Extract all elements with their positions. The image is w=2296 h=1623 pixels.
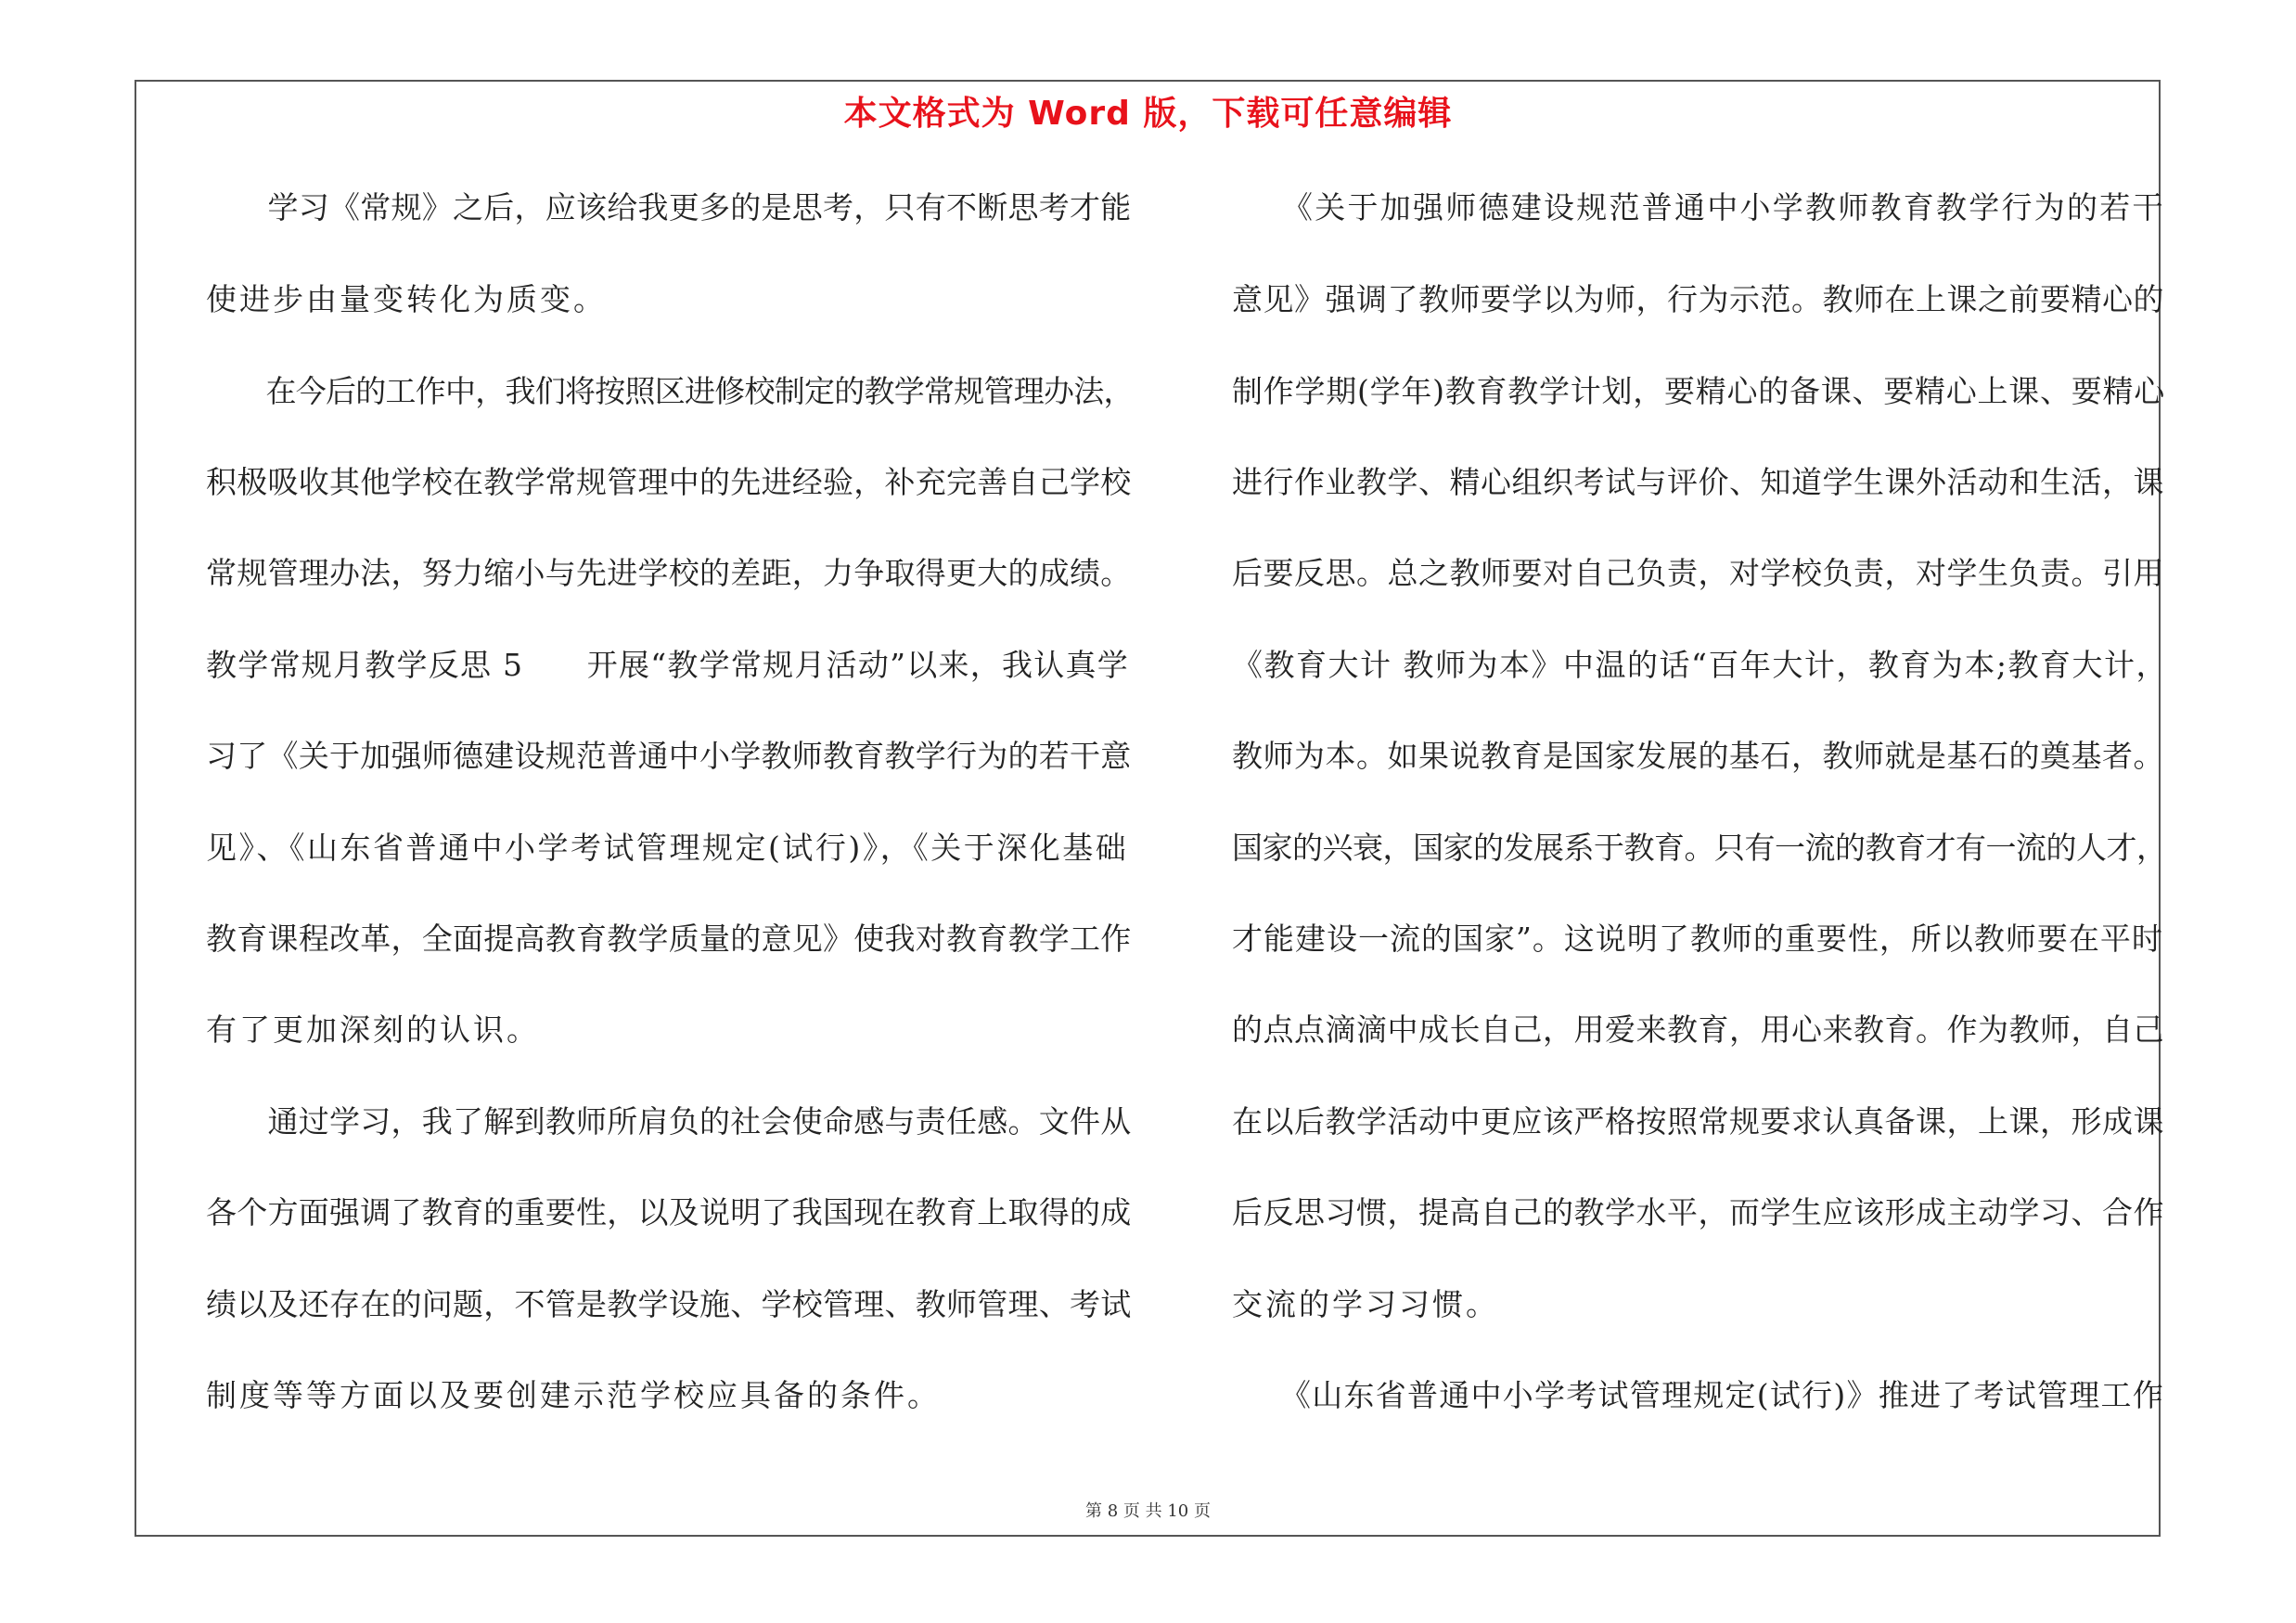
- left-line-8: 见》、《山东省普通中小学考试管理规定(试行)》，《关于深化基础: [206, 830, 1129, 866]
- right-line-1: 《关于加强师德建设规范普通中小学教师教育教学行为的若干: [1232, 189, 2165, 225]
- right-line-13: 交流的学习习惯。: [1232, 1286, 1499, 1322]
- right-line-8: 国家的兴衰，国家的发展系于教育。只有一流的教育才有一流的人才，: [1232, 830, 2167, 866]
- left-line-1: 学习《常规》之后，应该给我更多的是思考，只有不断思考才能: [206, 189, 1132, 225]
- right-line-14: 《山东省普通中小学考试管理规定(试行)》推进了考试管理工作: [1232, 1377, 2164, 1413]
- left-line-6: 教学常规月教学反思 5 开展“教学常规月活动”以来，我认真学: [206, 647, 1129, 683]
- left-line-7: 习了《关于加强师德建设规范普通中小学教师教育教学行为的若干意: [206, 738, 1132, 774]
- left-line-3: 在今后的工作中，我们将按照区进修校制定的教学常规管理办法，: [206, 373, 1134, 409]
- left-line-14: 制度等等方面以及要创建示范学校应具备的条件。: [206, 1377, 941, 1413]
- right-line-2: 意见》强调了教师要学以为师，行为示范。教师在上课之前要精心的: [1232, 281, 2164, 317]
- left-line-4: 积极吸收其他学校在教学常规管理中的先进经验，补充完善自己学校: [206, 464, 1132, 500]
- right-line-6: 《教育大计 教师为本》中温的话“百年大计，教育为本;教育大计，: [1232, 647, 2168, 683]
- header-title: 本文格式为 Word 版，下载可任意编辑: [843, 95, 1453, 133]
- left-line-10: 有了更加深刻的认识。: [206, 1011, 540, 1048]
- right-line-9: 才能建设一流的国家”。这说明了教师的重要性，所以教师要在平时: [1232, 921, 2163, 957]
- right-line-10: 的点点滴滴中成长自己，用爱来教育，用心来教育。作为教师，自己: [1232, 1011, 2164, 1048]
- left-line-13: 绩以及还存在的问题，不管是教学设施、学校管理、教师管理、考试: [206, 1286, 1132, 1322]
- left-line-11: 通过学习，我了解到教师所肩负的社会使命感与责任感。文件从: [206, 1103, 1132, 1140]
- left-line-2: 使进步由量变转化为质变。: [206, 281, 607, 317]
- right-line-11: 在以后教学活动中更应该严格按照常规要求认真备课，上课，形成课: [1232, 1103, 2164, 1140]
- right-line-4: 进行作业教学、精心组织考试与评价、知道学生课外活动和生活，课: [1232, 464, 2164, 500]
- right-line-5: 后要反思。总之教师要对自己负责，对学校负责，对学生负责。引用: [1232, 555, 2164, 591]
- left-line-9: 教育课程改革，全面提高教育教学质量的意见》使我对教育教学工作: [206, 921, 1132, 957]
- page-number-footer: 第 8 页 共 10 页: [1085, 1501, 1211, 1521]
- right-line-7: 教师为本。如果说教育是国家发展的基石，教师就是基石的奠基者。: [1232, 738, 2164, 774]
- left-line-12: 各个方面强调了教育的重要性，以及说明了我国现在教育上取得的成: [206, 1194, 1132, 1230]
- left-line-5: 常规管理办法，努力缩小与先进学校的差距，力争取得更大的成绩。: [206, 555, 1132, 591]
- right-line-12: 后反思习惯，提高自己的教学水平，而学生应该形成主动学习、合作: [1232, 1194, 2164, 1230]
- right-line-3: 制作学期(学年)教育教学计划，要精心的备课、要精心上课、要精心: [1232, 373, 2165, 409]
